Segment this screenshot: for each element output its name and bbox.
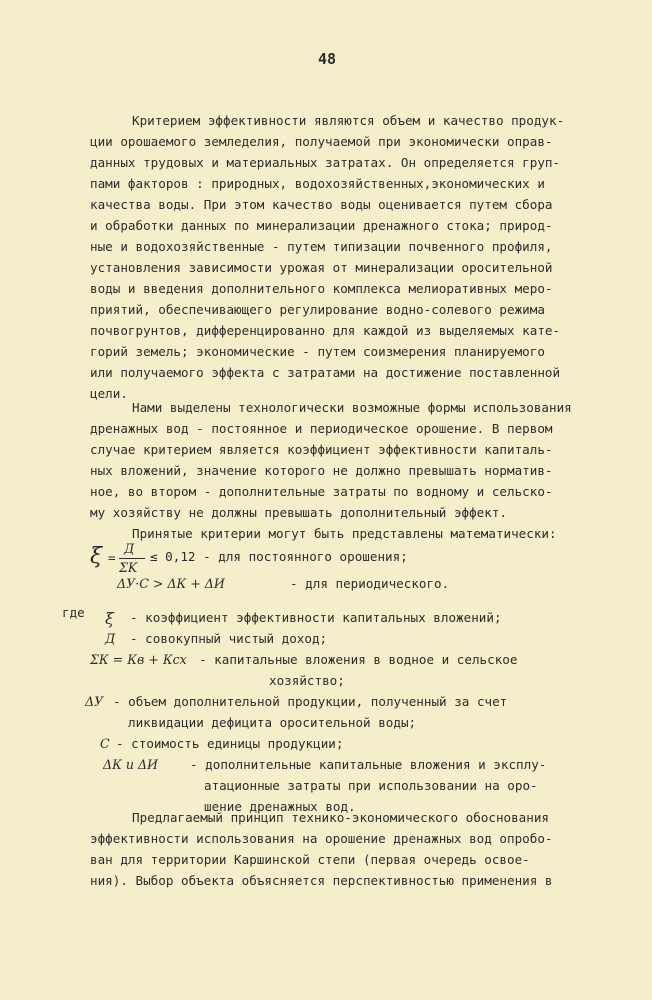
def-symbol: Д <box>105 631 116 646</box>
def-desc: - капитальные вложения в водное и сельское <box>199 652 518 667</box>
text-line: ное, во втором - дополнительные затраты по водному и сельско- <box>90 484 553 499</box>
page-number: 48 <box>318 50 337 68</box>
formula2-inequality: ΔУ·С > ΔК + ΔИ <box>117 576 225 591</box>
formula2-condition: - для периодического. <box>290 576 450 591</box>
def-symbol: ΣК = Кв + Ксх <box>90 652 187 667</box>
equals-sign: = <box>108 550 116 565</box>
text-line: воды и введения дополнительного комплекса мелиоративных меро- <box>90 281 553 296</box>
paragraph-forms <box>90 397 590 544</box>
text-line: горий земель; экономические - путем соизмерения планируемого <box>90 344 545 359</box>
text-line: Критерием эффективности являются объем и качество продук- <box>132 113 565 128</box>
def-desc: - дополнительные капитальные вложения и эксплу- <box>190 757 547 772</box>
text-line: ван для территории Каршинской степи (первая очередь освое- <box>90 852 530 867</box>
def-desc: атационные затраты при использовании на оро- <box>204 778 538 793</box>
text-line: цели. <box>90 386 128 401</box>
fraction-bar <box>119 558 145 559</box>
paragraph-criteria <box>90 110 590 404</box>
text-line: Предлагаемый принцип технико-экономического обоснования <box>132 810 550 825</box>
def-symbol: ξ <box>105 609 114 628</box>
text-line: случае критерием является коэффициент эффективности капиталь- <box>90 442 553 457</box>
text-line: ных вложений, значение которого не должно превышать норматив- <box>90 463 553 478</box>
def-desc: ликвидации дефицита оросительной воды; <box>128 715 417 730</box>
text-line: и обработки данных по минерализации дренажного стока; природ- <box>90 218 553 233</box>
fraction-denominator: ΣK <box>119 560 138 575</box>
text-line: или получаемого эффекта с затратами на достижение поставленной <box>90 365 561 380</box>
def-symbol: ΔК и ΔИ <box>103 757 159 772</box>
formula1-condition: ≤ 0,12 - для постоянного орошения; <box>150 549 408 564</box>
text-line: ния). Выбор объекта объясняется перспективностью применения в <box>90 873 553 888</box>
text-line: дренажных вод - постоянное и периодическое орошение. В первом <box>90 421 553 436</box>
text-line: ные и водохозяйственные - путем типизации почвенного профиля, <box>90 239 553 254</box>
text-line: пами факторов : природных, водохозяйственных,экономических и <box>90 176 545 191</box>
xi-symbol: ξ <box>90 544 103 569</box>
text-line: Принятые критерии могут быть представлены математически: <box>132 526 557 541</box>
def-symbol: ΔУ <box>85 694 104 709</box>
text-line: эффективности использования на орошение дренажных вод опробо- <box>90 831 553 846</box>
paragraph-principle <box>90 807 590 891</box>
where-word: где <box>62 605 85 620</box>
def-desc: - объем дополнительной продукции, полученный за счет <box>113 694 508 709</box>
def-desc: шение дренажных вод. <box>204 799 356 814</box>
def-desc: - стоимость единицы продукции; <box>116 736 344 751</box>
def-desc: - коэффициент эффективности капитальных вложений; <box>130 610 502 625</box>
def-symbol: С <box>100 736 110 751</box>
text-line: почвогрунтов, дифференцированно для каждой из выделяемых кате- <box>90 323 561 338</box>
text-line: установления зависимости урожая от минерализации оросительной <box>90 260 553 275</box>
text-line: Нами выделены технологически возможные формы использования <box>132 400 572 415</box>
text-line: ции орошаемого земледелия, получаемой при экономически оправ- <box>90 134 553 149</box>
text-line: данных трудовых и материальных затратах. Он определяется груп- <box>90 155 561 170</box>
def-desc: - совокупный чистый доход; <box>130 631 328 646</box>
fraction-numerator: Д <box>124 541 135 556</box>
text-line: качества воды. При этом качество воды оценивается путем сбора <box>90 197 553 212</box>
text-line: му хозяйству не должны превышать дополнительный эффект. <box>90 505 508 520</box>
text-line: приятий, обеспечивающего регулирование водно-солевого режима <box>90 302 545 317</box>
def-desc: хозяйство; <box>269 673 345 688</box>
